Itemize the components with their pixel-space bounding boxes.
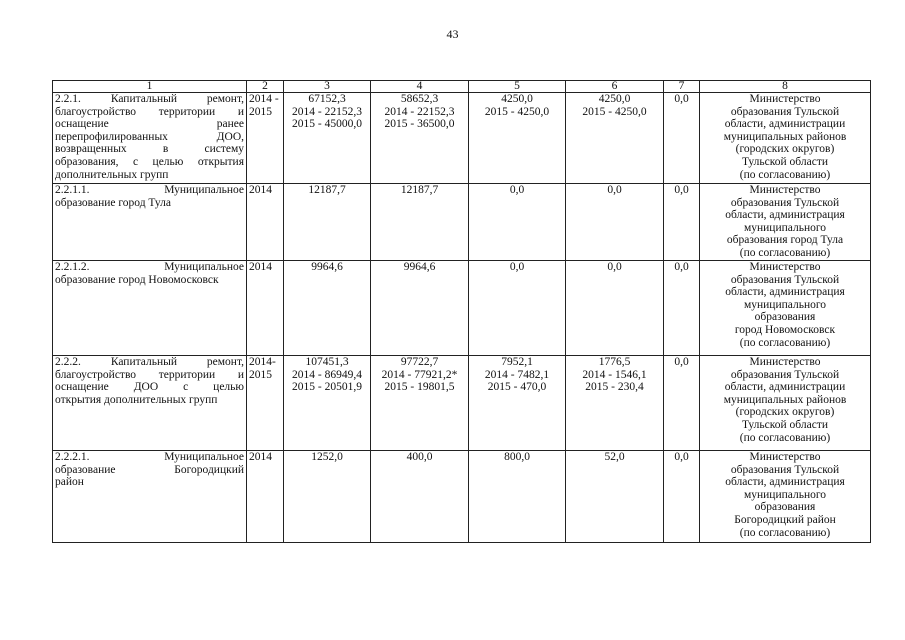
amount-cell	[664, 356, 700, 451]
cell-line: 800,0	[504, 451, 530, 463]
cell-line: образования Тульской	[730, 105, 840, 118]
cell-line: 0,0	[674, 451, 689, 463]
cell-line: области, администрация	[725, 286, 845, 299]
cell-line: 0,0	[674, 356, 689, 368]
cell-line: 2014	[249, 451, 272, 463]
cell-line: 2.2.1.1. Муниципальное	[55, 184, 244, 196]
cell-line: 2015 - 45000,0	[292, 118, 362, 131]
cell-line: образования Тульской	[730, 368, 840, 381]
cell-line: муниципальных районов	[723, 130, 847, 143]
activity-name-cell	[53, 93, 247, 184]
amount-cell	[566, 451, 664, 543]
table-row	[53, 184, 871, 261]
cell-line: перепрофилированных ДОО,	[55, 130, 244, 143]
amount-cell	[284, 356, 371, 451]
activity-name-cell	[53, 356, 247, 451]
cell-line: 400,0	[406, 451, 433, 463]
cell-line: 97722,7	[400, 356, 439, 368]
cell-line: 2015 - 4250,0	[582, 105, 647, 118]
cell-line: 0,0	[607, 184, 622, 196]
amount-cell	[284, 184, 371, 261]
cell-line: муниципального	[743, 221, 827, 234]
cell-line: 2014 - 22152,3	[292, 105, 362, 118]
period-cell	[247, 93, 284, 184]
amount-cell	[284, 261, 371, 356]
column-number-row	[53, 81, 871, 93]
cell-line: муниципальных районов	[723, 393, 847, 406]
table-row	[53, 261, 871, 356]
cell-line: образования	[754, 501, 816, 514]
amount-cell	[566, 93, 664, 184]
executor-cell	[700, 356, 871, 451]
cell-line: оснащение ранее	[55, 118, 244, 131]
column-header: 5	[469, 81, 566, 93]
cell-line: Богородицкий район	[734, 513, 836, 526]
amount-cell	[371, 93, 469, 184]
cell-line: 2015	[249, 368, 272, 381]
column-header: 1	[53, 81, 247, 93]
cell-line: 0,0	[674, 93, 689, 105]
cell-line: 2014	[249, 261, 272, 273]
cell-line: 2014 - 77921,2*	[381, 368, 458, 381]
amount-cell	[284, 451, 371, 543]
amount-cell	[664, 93, 700, 184]
amount-cell	[371, 356, 469, 451]
cell-line: 0,0	[674, 261, 689, 273]
cell-line: области, администрация	[725, 209, 845, 222]
cell-line: 0,0	[509, 261, 525, 273]
amount-cell	[371, 261, 469, 356]
cell-line: 0,0	[607, 261, 622, 273]
column-header: 4	[371, 81, 469, 93]
cell-line: 2014-	[249, 356, 276, 368]
cell-line: (по согласованию)	[739, 246, 831, 259]
cell-line: 2.2.2. Капитальный ремонт,	[55, 356, 244, 368]
amount-cell	[566, 261, 664, 356]
column-header: 7	[664, 81, 700, 93]
cell-line: области, администрации	[724, 381, 846, 394]
table-row	[53, 451, 871, 543]
cell-line: муниципального	[743, 298, 827, 311]
cell-line: образование город Новомосковск	[55, 273, 219, 286]
cell-line: 9964,6	[403, 261, 436, 273]
cell-line: 2015 - 230,4	[585, 381, 644, 394]
cell-line: 1776,5	[598, 356, 631, 368]
cell-line: 107451,3	[305, 356, 349, 368]
cell-line: Тульской области	[741, 418, 828, 431]
cell-line: 2015 - 19801,5	[384, 381, 455, 394]
cell-line: возвращенных в систему	[55, 143, 244, 156]
cell-line: 7952,1	[501, 356, 533, 368]
cell-line: 4250,0	[598, 93, 631, 105]
cell-line: (по согласованию)	[739, 526, 831, 539]
cell-line: 4250,0	[501, 93, 533, 105]
cell-line: (по согласованию)	[739, 168, 831, 181]
amount-cell	[371, 184, 469, 261]
cell-line: области, администрация	[725, 476, 845, 489]
cell-line: благоустройство территории и	[55, 368, 244, 381]
activity-name-cell	[53, 184, 247, 261]
period-cell	[247, 451, 284, 543]
cell-line: 2015	[249, 105, 272, 118]
cell-line: Министерство	[749, 93, 821, 105]
cell-line: образование город Тула	[55, 196, 171, 209]
cell-line: 67152,3	[308, 93, 346, 105]
cell-line: образования город Тула	[726, 234, 844, 247]
cell-line: 2.2.1. Капитальный ремонт,	[55, 93, 244, 105]
column-header: 2	[247, 81, 284, 93]
cell-line: открытия дополнительных групп	[55, 393, 218, 406]
cell-line: дополнительных групп	[55, 168, 169, 181]
cell-line: (по согласованию)	[739, 431, 831, 444]
cell-line: 2.2.1.2. Муниципальное	[55, 261, 244, 273]
executor-cell	[700, 261, 871, 356]
cell-line: 0,0	[674, 184, 689, 196]
amount-cell	[469, 451, 566, 543]
amount-cell	[566, 184, 664, 261]
cell-line: 52,0	[604, 451, 625, 463]
table-row	[53, 93, 871, 184]
amount-cell	[371, 451, 469, 543]
period-cell	[247, 261, 284, 356]
cell-line: (городских округов)	[735, 143, 835, 156]
cell-line: район	[55, 476, 84, 489]
cell-line: области, администрации	[724, 118, 846, 131]
cell-line: Тульской области	[741, 155, 828, 168]
cell-line: образования	[754, 311, 816, 324]
cell-line: 12187,7	[308, 184, 346, 196]
amount-cell	[469, 261, 566, 356]
executor-cell	[700, 451, 871, 543]
cell-line: 2014	[249, 184, 272, 196]
cell-line: 1252,0	[311, 451, 343, 463]
cell-line: оснащение ДОО с целью	[55, 381, 244, 394]
activity-name-cell	[53, 261, 247, 356]
cell-line: Министерство	[749, 451, 821, 463]
amount-cell	[664, 451, 700, 543]
column-header: 3	[284, 81, 371, 93]
cell-line: 2014 -	[249, 93, 279, 105]
cell-line: 58652,3	[400, 93, 439, 105]
period-cell	[247, 356, 284, 451]
executor-cell	[700, 93, 871, 184]
amount-cell	[284, 93, 371, 184]
executor-cell	[700, 184, 871, 261]
cell-line: 2015 - 20501,9	[292, 381, 362, 394]
cell-line: Министерство	[749, 356, 821, 368]
cell-line: образования Тульской	[730, 463, 840, 476]
column-header: 6	[566, 81, 664, 93]
cell-line: образование Богородицкий	[55, 463, 244, 476]
table-row	[53, 356, 871, 451]
cell-line: образования Тульской	[730, 196, 840, 209]
cell-line: Министерство	[749, 261, 821, 273]
cell-line: 2014 - 7482,1	[484, 368, 550, 381]
cell-line: 2015 - 470,0	[487, 381, 547, 394]
period-cell	[247, 184, 284, 261]
cell-line: благоустройство территории и	[55, 105, 244, 118]
amount-cell	[664, 261, 700, 356]
cell-line: образования Тульской	[730, 273, 840, 286]
amount-cell	[469, 184, 566, 261]
amount-cell	[566, 356, 664, 451]
cell-line: 2015 - 36500,0	[384, 118, 455, 131]
cell-line: 9964,6	[311, 261, 343, 273]
cell-line: 2014 - 22152,3	[384, 105, 455, 118]
cell-line: 0,0	[509, 184, 525, 196]
cell-line: 12187,7	[400, 184, 439, 196]
activity-name-cell	[53, 451, 247, 543]
cell-line: город Новомосковск	[734, 323, 836, 336]
cell-line: 2.2.2.1. Муниципальное	[55, 451, 244, 463]
cell-line: (городских округов)	[735, 406, 835, 419]
page-number: 43	[446, 27, 459, 41]
cell-line: 2014 - 86949,4	[292, 368, 362, 381]
amount-cell	[664, 184, 700, 261]
cell-line: муниципального	[743, 488, 827, 501]
program-table	[52, 80, 871, 543]
cell-line: (по согласованию)	[739, 336, 831, 349]
amount-cell	[469, 93, 566, 184]
amount-cell	[469, 356, 566, 451]
cell-line: 2014 - 1546,1	[582, 368, 647, 381]
cell-line: образования, с целью открытия	[55, 155, 244, 168]
cell-line: Министерство	[749, 184, 821, 196]
cell-line: 2015 - 4250,0	[484, 105, 550, 118]
column-header: 8	[700, 81, 871, 93]
